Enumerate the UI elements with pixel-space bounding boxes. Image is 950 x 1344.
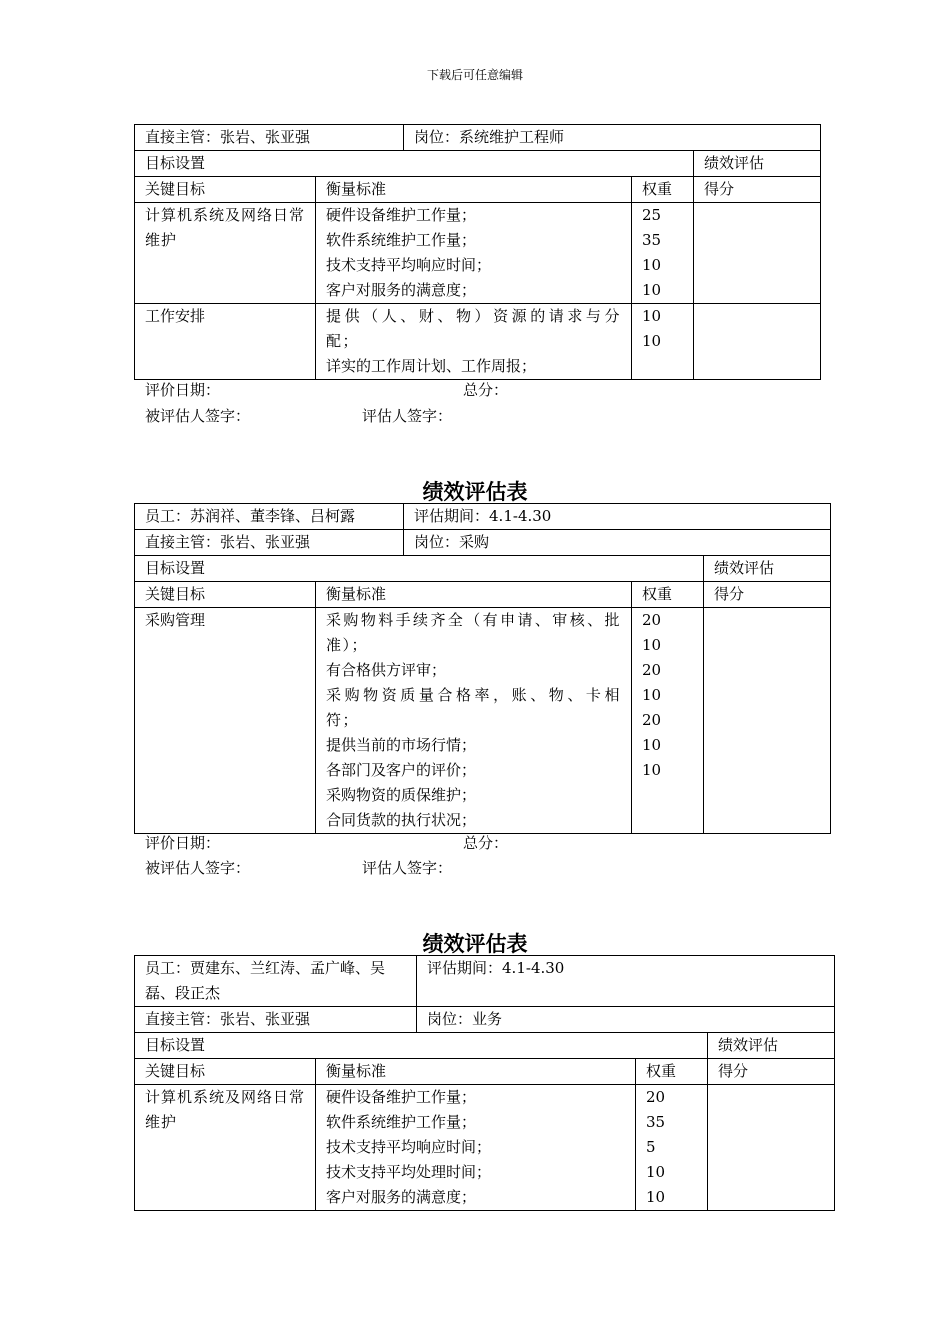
measure-header: 衡量标准 xyxy=(316,177,632,203)
measure-cell xyxy=(316,608,632,834)
evaluatee-signature-label: 被评估人签字： xyxy=(145,407,251,425)
weight-header: 权重 xyxy=(636,1059,708,1085)
form-title: 绩效评估表 xyxy=(422,479,528,504)
weight-value: 25 xyxy=(642,206,662,224)
measure-item: 硬件设备维护工作量； xyxy=(326,206,477,224)
measure-cell xyxy=(316,203,632,304)
weight-value: 10 xyxy=(642,686,662,704)
measure-header: 衡量标准 xyxy=(316,1059,636,1085)
measure-item: 客户对服务的满意度； xyxy=(326,1188,477,1206)
measure-item: 提供（人、财、物）资源的请求与分配； xyxy=(326,307,622,350)
measure-item: 采购物料手续齐全（有申请、审核、批准）； xyxy=(326,611,622,654)
total-score-label: 总分： xyxy=(463,834,509,852)
measure-header: 衡量标准 xyxy=(316,582,632,608)
goal-setting-header: 目标设置 xyxy=(135,1033,708,1059)
form-title: 绩效评估表 xyxy=(422,931,528,956)
measure-item: 硬件设备维护工作量； xyxy=(326,1088,477,1106)
score-input-cell[interactable] xyxy=(708,1085,835,1211)
supervisor-cell: 直接主管：张岩、张亚强 xyxy=(135,530,404,556)
score-header: 得分 xyxy=(708,1059,835,1085)
weight-cell xyxy=(632,304,694,380)
supervisor-cell: 直接主管：张岩、张亚强 xyxy=(135,1007,417,1033)
score-input-cell[interactable] xyxy=(694,203,821,304)
key-goal-header: 关键目标 xyxy=(135,177,316,203)
measure-cell xyxy=(316,304,632,380)
weight-value: 10 xyxy=(642,307,662,325)
measure-item: 采购物资的质保维护； xyxy=(326,786,477,804)
weight-value: 10 xyxy=(642,256,662,274)
weight-value: 10 xyxy=(646,1163,666,1181)
measure-cell xyxy=(316,1085,636,1211)
weight-value: 5 xyxy=(646,1138,656,1156)
score-input-cell[interactable] xyxy=(704,608,831,834)
employee-cell: 员工：贾建东、兰红涛、孟广峰、吴磊、段正杰 xyxy=(135,956,417,1007)
weight-value: 10 xyxy=(642,332,662,350)
weight-value: 10 xyxy=(642,736,662,754)
key-goal-header: 关键目标 xyxy=(135,582,316,608)
performance-eval-header: 绩效评估 xyxy=(708,1033,835,1059)
evaluator-signature-label: 评估人签字： xyxy=(362,859,453,877)
supervisor-cell: 直接主管：张岩、张亚强 xyxy=(135,125,404,151)
key-goal-cell: 计算机系统及网络日常维护 xyxy=(135,1085,316,1211)
measure-item: 软件系统维护工作量； xyxy=(326,1113,477,1131)
measure-item: 客户对服务的满意度； xyxy=(326,281,477,299)
position-cell: 岗位：系统维护工程师 xyxy=(404,125,821,151)
measure-item: 软件系统维护工作量； xyxy=(326,231,477,249)
weight-cell xyxy=(632,608,704,834)
score-header: 得分 xyxy=(694,177,821,203)
position-cell: 岗位：采购 xyxy=(404,530,831,556)
measure-item: 提供当前的市场行情； xyxy=(326,736,477,754)
evaluation-table-3 xyxy=(134,955,835,1211)
evaluation-table-1 xyxy=(134,124,821,380)
measure-item: 技术支持平均响应时间； xyxy=(326,256,492,274)
key-goal-header: 关键目标 xyxy=(135,1059,316,1085)
header-note: 下载后可任意编辑 xyxy=(426,68,523,82)
score-header: 得分 xyxy=(704,582,831,608)
measure-item: 采购物资质量合格率，账、物、卡相符； xyxy=(326,686,622,729)
weight-value: 20 xyxy=(642,661,662,679)
performance-eval-header: 绩效评估 xyxy=(704,556,831,582)
weight-value: 10 xyxy=(642,281,662,299)
key-goal-cell: 工作安排 xyxy=(135,304,316,380)
eval-date-label: 评价日期： xyxy=(145,381,221,399)
weight-cell xyxy=(632,203,694,304)
measure-item: 技术支持平均处理时间； xyxy=(326,1163,492,1181)
measure-item: 合同货款的执行状况； xyxy=(326,811,477,829)
weight-header: 权重 xyxy=(632,582,704,608)
weight-value: 10 xyxy=(642,761,662,779)
measure-item: 各部门及客户的评价； xyxy=(326,761,477,779)
weight-value: 35 xyxy=(642,231,662,249)
weight-value: 20 xyxy=(642,611,662,629)
period-cell: 评估期间：4.1-4.30 xyxy=(417,956,835,1007)
measure-item: 技术支持平均响应时间； xyxy=(326,1138,492,1156)
evaluatee-signature-label: 被评估人签字： xyxy=(145,859,251,877)
position-cell: 岗位：业务 xyxy=(417,1007,835,1033)
measure-item: 详实的工作周计划、工作周报； xyxy=(326,357,537,375)
performance-eval-header: 绩效评估 xyxy=(694,151,821,177)
goal-setting-header: 目标设置 xyxy=(135,556,704,582)
key-goal-cell: 计算机系统及网络日常维护 xyxy=(135,203,316,304)
weight-value: 20 xyxy=(646,1088,666,1106)
weight-cell xyxy=(636,1085,708,1211)
weight-value: 20 xyxy=(642,711,662,729)
key-goal-cell: 采购管理 xyxy=(135,608,316,834)
evaluation-table-2 xyxy=(134,503,831,834)
weight-value: 10 xyxy=(642,636,662,654)
score-input-cell[interactable] xyxy=(694,304,821,380)
employee-cell: 员工：苏润祥、董李锋、吕柯露 xyxy=(135,504,404,530)
eval-date-label: 评价日期： xyxy=(145,834,221,852)
evaluator-signature-label: 评估人签字： xyxy=(362,407,453,425)
weight-value: 10 xyxy=(646,1188,666,1206)
goal-setting-header: 目标设置 xyxy=(135,151,694,177)
weight-header: 权重 xyxy=(632,177,694,203)
total-score-label: 总分： xyxy=(463,381,509,399)
measure-item: 有合格供方评审； xyxy=(326,661,447,679)
weight-value: 35 xyxy=(646,1113,666,1131)
period-cell: 评估期间：4.1-4.30 xyxy=(404,504,831,530)
